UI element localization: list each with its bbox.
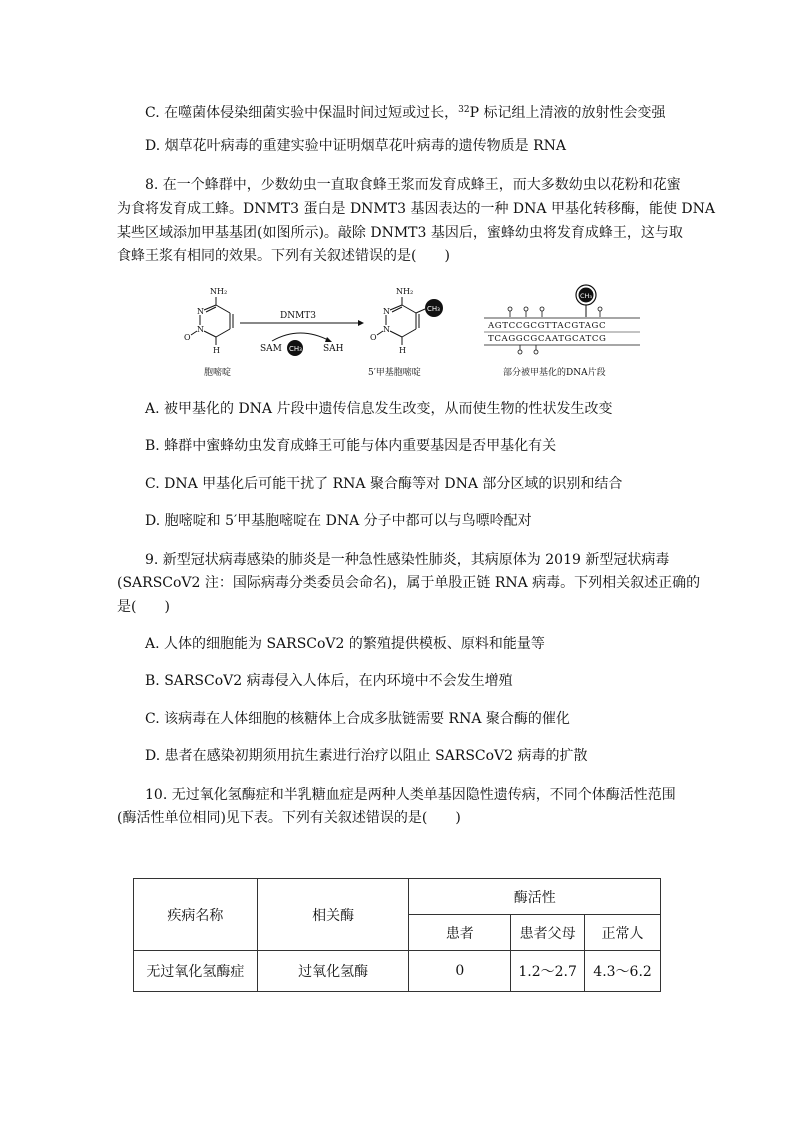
methyl-label-dna: CH₃	[580, 292, 593, 300]
dna-strand-top: AGTCCGCGTTACGTAGC	[488, 321, 607, 331]
q9-option-a[interactable]: A. 人体的细胞能为 SARSCoV2 的繁殖提供模板、原料和能量等	[145, 636, 545, 652]
cell-parents: 1.2～2.7	[511, 951, 585, 992]
sam-label: SAM	[260, 344, 282, 354]
cell-patient: 0	[409, 951, 511, 992]
methylation-figure	[180, 283, 640, 383]
nh2-label-left: NH₂	[210, 287, 228, 296]
h-label-left: H	[213, 346, 220, 355]
methyl-label-right: CH₃	[427, 305, 440, 313]
q9-stem-line-2: (SARSCoV2 注：国际病毒分类委员会命名)，属于单股正链 RNA 病毒。下列相关叙述正确的	[117, 575, 701, 591]
subheader-normal: 正常人	[585, 915, 661, 951]
dna-strand-bottom: TCAGGCGCAATGCATCG	[488, 334, 607, 344]
table-row	[134, 951, 661, 992]
enzyme-label: DNMT3	[280, 311, 317, 321]
nh2-label-right: NH₂	[396, 287, 414, 296]
sah-label: SAH	[323, 344, 344, 354]
methyl-pins-bottom	[518, 345, 538, 354]
q8-option-c[interactable]: C. DNA 甲基化后可能干扰了 RNA 聚合酶等对 DNA 部分区域的识别和结合	[145, 476, 623, 492]
caption-dna-fragment: 部分被甲基化的DNA片段	[503, 368, 606, 378]
q9-option-b[interactable]: B. SARSCoV2 病毒侵入人体后，在内环境中不会发生增殖	[145, 673, 513, 689]
q8-option-b[interactable]: B. 蜂群中蜜蜂幼虫发育成蜂王可能与体内重要基因是否甲基化有关	[145, 438, 557, 454]
subheader-parents: 患者父母	[511, 915, 585, 951]
header-disease: 疾病名称	[134, 879, 258, 951]
arrow-head-icon	[358, 320, 364, 326]
methylcytosine-structure	[377, 297, 425, 345]
cell-normal: 4.3～6.2	[585, 951, 661, 992]
q9-option-c[interactable]: C. 该病毒在人体细胞的核糖体上合成多肽链需要 RNA 聚合酶的催化	[145, 711, 570, 727]
q8-stem-line-4: 食蜂王浆有相同的效果。下列有关叙述错误的是( )	[117, 248, 450, 264]
caption-cytosine: 胞嘧啶	[204, 368, 232, 378]
methyl-label-sam: CH₃	[289, 345, 302, 353]
q10-stem-line-1: 10. 无过氧化氢酶症和半乳糖血症是两种人类单基因隐性遗传病，不同个体酶活性范围	[145, 787, 676, 803]
dna-fragment	[484, 285, 640, 378]
q9-option-d[interactable]: D. 患者在感染初期须用抗生素进行治疗以阻止 SARSCoV2 病毒的扩散	[145, 748, 588, 764]
enzyme-activity-table	[133, 878, 661, 992]
q9-stem-line-1: 9. 新型冠状病毒感染的肺炎是一种急性感染性肺炎，其病原体为 2019 新型冠状病毒	[145, 552, 670, 568]
o-label-right: O	[370, 333, 377, 342]
q7-option-d[interactable]: D. 烟草花叶病毒的重建实验中证明烟草花叶病毒的遗传物质是 RNA	[145, 138, 566, 154]
q8-option-d[interactable]: D. 胞嘧啶和 5′甲基胞嘧啶在 DNA 分子中都可以与鸟嘌呤配对	[145, 513, 532, 529]
n-label-left-a: N	[197, 307, 204, 316]
n-label-left-b: N	[197, 325, 204, 334]
methylation-diagram	[180, 283, 640, 383]
curved-arrow-head-icon	[325, 337, 332, 342]
isotope-superscript: 32	[458, 105, 470, 115]
cell-disease: 无过氧化氢酶症	[134, 951, 258, 992]
q7-option-c-text: C. 在噬菌体侵染细菌实验中保温时间过短或过长，	[145, 105, 459, 121]
q9-stem-line-3: 是( )	[117, 599, 170, 615]
q10-stem-line-2: (酶活性单位相同)见下表。下列有关叙述错误的是( )	[117, 810, 461, 826]
curved-arrow	[272, 333, 330, 341]
header-activity: 酶活性	[409, 879, 661, 915]
q7-option-c-tail: P 标记组上清液的放射性会变强	[469, 105, 666, 121]
subheader-patient: 患者	[409, 915, 511, 951]
h-label-right: H	[399, 346, 406, 355]
methyl-pins	[508, 307, 602, 317]
q8-stem-line-3: 某些区域添加甲基基团(如图所示)。敲除 DNMT3 基因后，蜜蜂幼虫将发育成蜂王，这与取	[117, 225, 683, 241]
n-label-right-b: N	[383, 325, 390, 334]
q7-option-c[interactable]	[145, 100, 665, 123]
cell-enzyme: 过氧化氢酶	[257, 951, 409, 992]
n-label-right-a: N	[383, 307, 390, 316]
q8-stem-line-2: 为食将发育成工蜂。DNMT3 蛋白是 DNMT3 基因表达的一种 DNA 甲基化转移酶，能使 DNA	[117, 201, 715, 217]
q8-option-a[interactable]: A. 被甲基化的 DNA 片段中遗传信息发生改变，从而使生物的性状发生改变	[145, 401, 613, 417]
o-label-left: O	[184, 333, 191, 342]
caption-methylcytosine: 5′甲基胞嘧啶	[368, 368, 421, 378]
q8-stem-line-1: 8. 在一个蜂群中，少数幼虫一直取食蜂王浆而发育成蜂王，而大多数幼虫以花粉和花蜜	[145, 177, 681, 193]
header-enzyme: 相关酶	[257, 879, 409, 951]
cytosine-structure	[191, 297, 233, 345]
